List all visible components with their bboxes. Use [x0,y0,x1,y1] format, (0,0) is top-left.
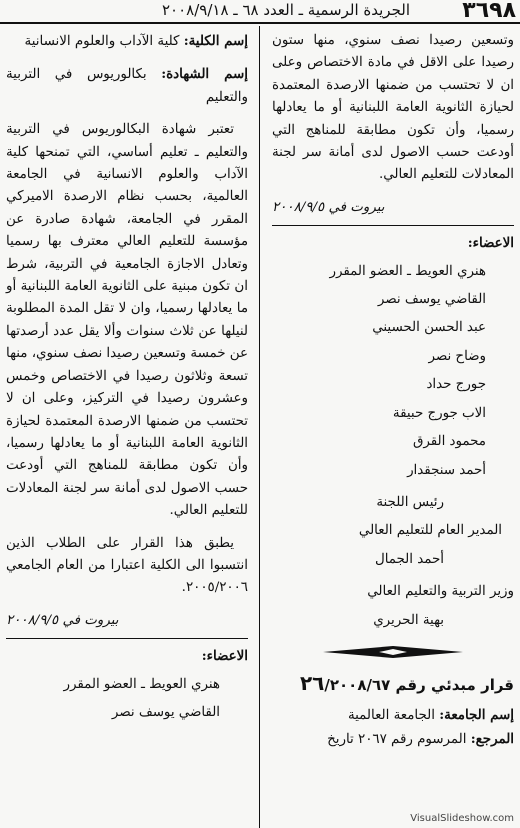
header-rule [0,22,520,24]
member-name: القاضي يوسف نصر [377,292,486,308]
member-name: عبد الحسن الحسيني [372,320,486,336]
director-title: المدير العام للتعليم العالي [358,523,502,539]
members-title: الاعضاء: [201,648,248,665]
divider [272,225,514,226]
member-name: جورج حداد [426,377,486,393]
divider [6,638,248,639]
member-name: القاضي يوسف نصر [111,704,220,720]
decision-prefix: قرار مبدئي رقم [395,675,514,694]
director-name: أحمد الجمال [374,551,444,567]
university-line [272,704,514,727]
member-name: هنري العويط ـ العضو المقرر [63,676,220,692]
college-label: إسم الكلية: [183,33,248,49]
ornament-icon [323,645,463,659]
decision-suffix: /٢٠٠٨/٦٧ [324,675,391,694]
college-value: كلية الآداب والعلوم الانسانية [24,34,180,49]
minister-title: وزير التربية والتعليم العالي [367,584,514,600]
page-header [0,0,520,22]
member-name: أحمد سنجقدار [407,462,486,478]
members-title: الاعضاء: [467,235,514,252]
college-line [6,30,248,53]
minister-name: بهية الحريري [373,612,444,628]
degree-value: بكالوريوس في التربية والتعليم [6,67,248,105]
reference-value: المرسوم رقم ٢٠٦٧ تاريخ [327,731,467,747]
signed-date: بيروت في ٢٠٠٨/٩/٥ [6,612,119,628]
reference-label: المرجع: [470,730,514,747]
watermark: VisualSlideshow.com [410,813,514,824]
applies-paragraph: يطبق هذا القرار على الطلاب الذين انتسبوا الى الكلية اعتبارا من العام الجامعي ٢٠٠٥/٢٠٠٦. [6,535,248,596]
member-name: الاب جورج حبيقة [392,405,486,421]
member-name: هنري العويط ـ العضو المقرر [329,263,486,279]
right-column [272,30,514,751]
degree-label: إسم الشهادة: [161,66,248,83]
degree-line [6,63,248,109]
decision-title [272,672,514,696]
member-name: محمود القرق [412,434,486,450]
page-number: ٣٦٩٨ [462,0,516,23]
university-label: إسم الجامعة: [439,707,514,724]
signed-date: بيروت في ٢٠٠٨/٩/٥ [272,199,385,215]
ornament-divider [272,638,514,666]
university-value: الجامعة العالمية [347,708,435,724]
reference-line [272,728,514,751]
committee-chair: رئيس اللجنة [376,494,444,510]
decision-number: ٢٦ [299,670,325,695]
left-column [6,30,248,730]
gazette-title: الجريدة الرسمية ـ العدد ٦٨ ـ ٢٠٠٨/٩/١٨ [162,1,410,19]
body-paragraph: تعتبر شهادة البكالوريوس في التربية والتعليم ـ تعليم أساسي، التي تمنحها كلية الآداب والعلوم الانسانية في الجامعة العالمية، بحسب نظام الارصدة الاميركي المقرر في الجامعة، شهادة صادرة عن مؤسسة للتعليم العالي معترف بها رسميا وتعادل الاجازة الجامعية في التربية، شرط ان تكون مبنية على الثانوية العامة اللبنانية أو ما يعادلها رسميا، وان لا تقل المدة المطلوبة لنيلها عن ثلاث سنوات وألا يقل عدد أرصدتها عن خمسة وتسعين رصيدا نصف سنوي، منها تسعة وثلاثون رصيدا في الاختصاص وخمس وعشرون رصيدا في التركيز، وعلى ان لا تحتسب من ضمنها الارصدة المعتمدة لحيازة الثانوية العامة اللبنانية أو ما يعادلها رسميا، وأن تكون مطابقة للمناهج التي أودعت حسب الاصول لدى أمانة سر لجنة المعادلات للتعليم العالي. [6,122,248,519]
intro-paragraph: وتسعين رصيدا نصف سنوي، منها ستون رصيدا على الاقل في مادة الاختصاص وعلى ان لا تحتسب من ضمنها الارصدة المعتمدة لحيازة الثانوية العامة اللبنانية أو ما يعادلها رسميا، وأن تكون مطابقة للمناهج التي أودعت حسب الاصول لدى أمانة سر لجنة المعادلات للتعليم العالي. [272,33,514,183]
member-name: وضاح نصر [428,348,486,364]
column-divider [259,26,260,828]
